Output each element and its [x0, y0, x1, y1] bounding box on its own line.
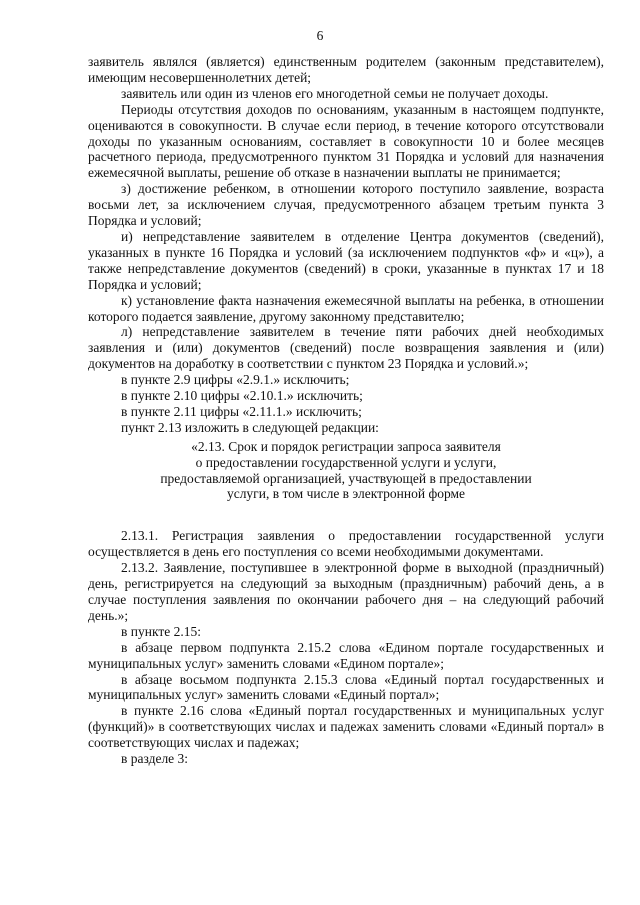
paragraph-section-3: в разделе 3: [121, 751, 189, 767]
paragraph-point-2-9: в пункте 2.9 цифры «2.9.1.» исключить; [121, 372, 350, 388]
heading-line-4: услуги, в том числе в электронной форме [226, 486, 466, 502]
spacer [88, 502, 604, 528]
paragraph-point-2-10: в пункте 2.10 цифры «2.10.1.» исключить; [121, 388, 363, 404]
paragraph-2-15-3: в абзаце восьмом подпункта 2.15.3 слова «Единый портал государственных и муниципальных услуг» заменить словами «Единый портал»; [88, 671, 604, 703]
paragraph-item-l: л) непредставление заявителем в течение пяти рабочих дней необходимых заявления и (или) документов (сведений) после возвращения заявления и (или) документов на доработку в соответствии с пунктом 23 Порядка и условий.»; [88, 324, 604, 372]
paragraph-point-2-16: в пункте 2.16 слова «Единый портал государственных и муниципальных услуг (функций)» в соответствующих числах и падежах заменить словами «Единый портал» в соответствующих числах и падежах; [88, 703, 604, 751]
paragraph-point-2-13: пункт 2.13 изложить в следующей редакции: [121, 419, 379, 435]
heading-line-1: «2.13. Срок и порядок регистрации запроса заявителя [191, 438, 501, 454]
heading-line-2: о предоставлении государственной услуги и услуги, [195, 454, 497, 470]
paragraph-2-13-2: 2.13.2. Заявление, поступившее в электронной форме в выходной (праздничный) день, регистрируется на следующий за выходным (праздничным) рабочий день, а в случае поступления заявления по окончании рабочего дня – на следующий рабочий день.»; [88, 560, 604, 623]
heading-line-3: предоставляемой организацией, участвующей в предоставлении [160, 470, 532, 486]
page-number: 6 [316, 28, 324, 43]
paragraph-point-2-11: в пункте 2.11 цифры «2.11.1.» исключить; [121, 403, 362, 419]
paragraph-no-income: заявитель или один из членов его многодетной семьи не получает доходы. [121, 85, 549, 101]
paragraph-single-parent: заявитель являлся (является) единственным родителем (законным представителем), имеющим несовершеннолетних детей; [88, 54, 604, 85]
paragraph-point-2-15: в пункте 2.15: [121, 623, 201, 639]
paragraph-2-13-1: 2.13.1. Регистрация заявления о предоставлении государственной услуги осуществляется в день его поступления со всеми необходимыми документами. [88, 528, 604, 560]
paragraph-item-i: и) непредставление заявителем в отделение Центра документов (сведений), указанных в пункте 16 Порядка и условий (за исключением подпунктов «ф» и «ц»), а также непредставление документов (сведений) в сроки, указанные в пунктах 17 и 18 Порядка и условий; [88, 228, 604, 292]
paragraph-item-k: к) установление факта назначения ежемесячной выплаты на ребенка, в отношении которого подается заявление, другому законному представителю; [88, 292, 604, 324]
paragraph-2-15-2: в абзаце первом подпункта 2.15.2 слова «Едином портале государственных и муниципальных услуг» заменить словами «Едином портале»; [88, 639, 604, 671]
paragraph-item-z: з) достижение ребенком, в отношении которого поступило заявление, возраста восьми лет, за исключением случая, предусмотренного абзацем третьим пункта 3 Порядка и условий; [88, 181, 604, 229]
section-heading-2-13 [88, 439, 604, 503]
document-body [88, 54, 604, 767]
paragraph-income-periods: Периоды отсутствия доходов по основаниям, указанным в настоящем подпункте, оцениваются в совокупности. В случае если период, в течение которого отсутствовали доходы по указанным основаниям, составляет в совокупности 10 и более месяцев расчетного периода, предусмотренного пунктом 31 Порядка и условий для назначения ежемесячной выплаты, решение об отказе в назначении выплаты не принимается; [88, 101, 604, 181]
